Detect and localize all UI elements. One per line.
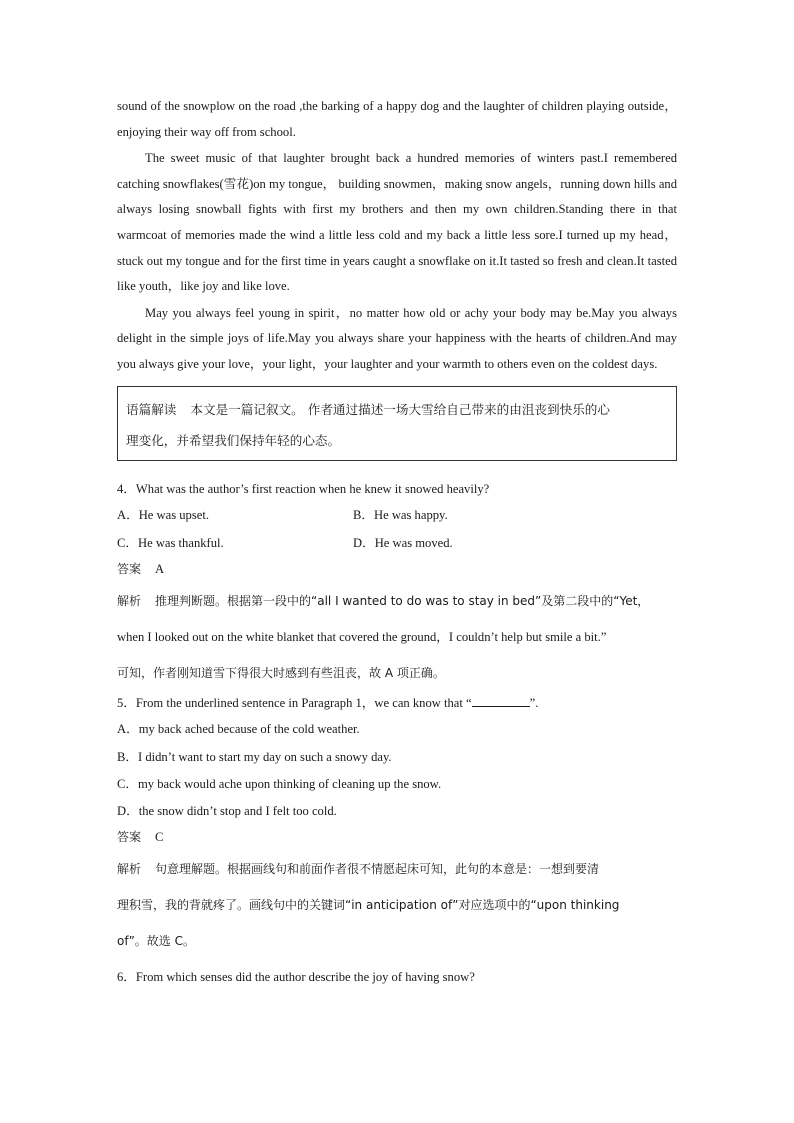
question-4-analysis-line-2: when I looked out on the white blanket that covered the ground，I couldn’t help but smile a bit.” xyxy=(117,629,607,644)
answer-blank xyxy=(472,696,530,707)
question-5-option-a: A．my back ached because of the cold weather. xyxy=(117,722,360,737)
question-5-option-d: D．the snow didn’t stop and I felt too cold. xyxy=(117,803,337,818)
question-5-option-b: B．I didn’t want to start my day on such a snowy day. xyxy=(117,749,392,764)
question-5-analysis-text-1: 句意理解题。根据画线句和前面作者很不情愿起床可知，此句的本意是：一想到要清 xyxy=(155,861,600,876)
answer-label: 答案 xyxy=(117,562,142,577)
question-4-analysis-text-1: 推理判断题。根据第一段中的“all I wanted to do was to stay in bed”及第二段中的“Yet， xyxy=(155,593,650,608)
question-4-option-c: C．He was thankful. xyxy=(117,535,224,550)
question-5-analysis xyxy=(117,851,677,959)
question-4-answer xyxy=(117,557,677,583)
question-4-option-b: B．He was happy. xyxy=(353,508,448,523)
question-4-options xyxy=(117,502,677,557)
reading-note-line-1 xyxy=(126,391,668,428)
question-5-answer-value: C xyxy=(155,830,164,845)
passage-paragraph-1: sound of the snowplow on the road ,the barking of a happy dog and the laughter of children playing outside，enjoying their way off from school. xyxy=(117,99,677,139)
reading-note-box xyxy=(117,386,677,461)
passage-paragraph-2: The sweet music of that laughter brought back a hundred memories of winters past.I remembered catching snowflakes(雪花)on my tongue， building snowmen，making snow angels，running down hills and always losing snowball fights with first my brothers and then my own children.Standing there in that warmcoat of memories made the wind a little less cold and my back a little less sore.I turned up my head， stuck out my tongue and for the first time in years caught a snowflake on it.It tasted so fresh and clean.It tasted like youth，like joy and like love. xyxy=(117,151,677,294)
question-5-analysis-line-3: of”。故选 C。 xyxy=(117,933,195,948)
question-6: 6．From which senses did the author describe the joy of having snow? xyxy=(117,969,475,984)
question-5-answer xyxy=(117,825,677,851)
reading-note-line-2: 理变化，并希望我们保持年轻的心态。 xyxy=(126,432,341,448)
passage-paragraph-3: May you always feel young in spirit，no matter how old or achy your body may be.May you always delight in the simple joys of life.May you always share your happiness with the hearts of children.And may you always give your love，your light，your laughter and your warmth to others even on the coldest days. xyxy=(117,305,677,371)
question-5-text-end: ”. xyxy=(529,695,539,710)
analysis-label: 解析 xyxy=(117,861,142,876)
question-4-option-d: D．He was moved. xyxy=(353,535,453,550)
question-5 xyxy=(117,691,677,717)
question-5-analysis-line-1 xyxy=(117,851,677,887)
reading-note-text-1: 本文是一篇记叙文。 作者通过描述一场大雪给自己带来的由沮丧到快乐的心 xyxy=(190,401,610,417)
question-4: 4．What was the author’s first reaction when he knew it snowed heavily? xyxy=(117,481,490,496)
question-4-analysis-line-1 xyxy=(117,583,677,619)
answer-label: 答案 xyxy=(117,830,142,845)
question-4-analysis xyxy=(117,583,677,691)
question-5-analysis-line-2: 理积雪，我的背就疼了。画线句中的关键词“in anticipation of”对应选项中的“upon thinking xyxy=(117,897,620,912)
question-4-analysis-line-3: 可知，作者刚知道雪下得很大时感到有些沮丧，故 A 项正确。 xyxy=(117,665,445,680)
question-4-option-a: A．He was upset. xyxy=(117,508,209,523)
question-5-text-start: 5．From the underlined sentence in Paragraph 1，we can know that “ xyxy=(117,695,472,710)
question-5-options xyxy=(117,716,677,825)
question-5-option-c: C．my back would ache upon thinking of cleaning up the snow. xyxy=(117,776,442,791)
reading-note-label: 语篇解读 xyxy=(126,401,177,417)
document-page xyxy=(117,94,677,990)
analysis-label: 解析 xyxy=(117,593,142,608)
question-4-answer-value: A xyxy=(155,562,165,577)
